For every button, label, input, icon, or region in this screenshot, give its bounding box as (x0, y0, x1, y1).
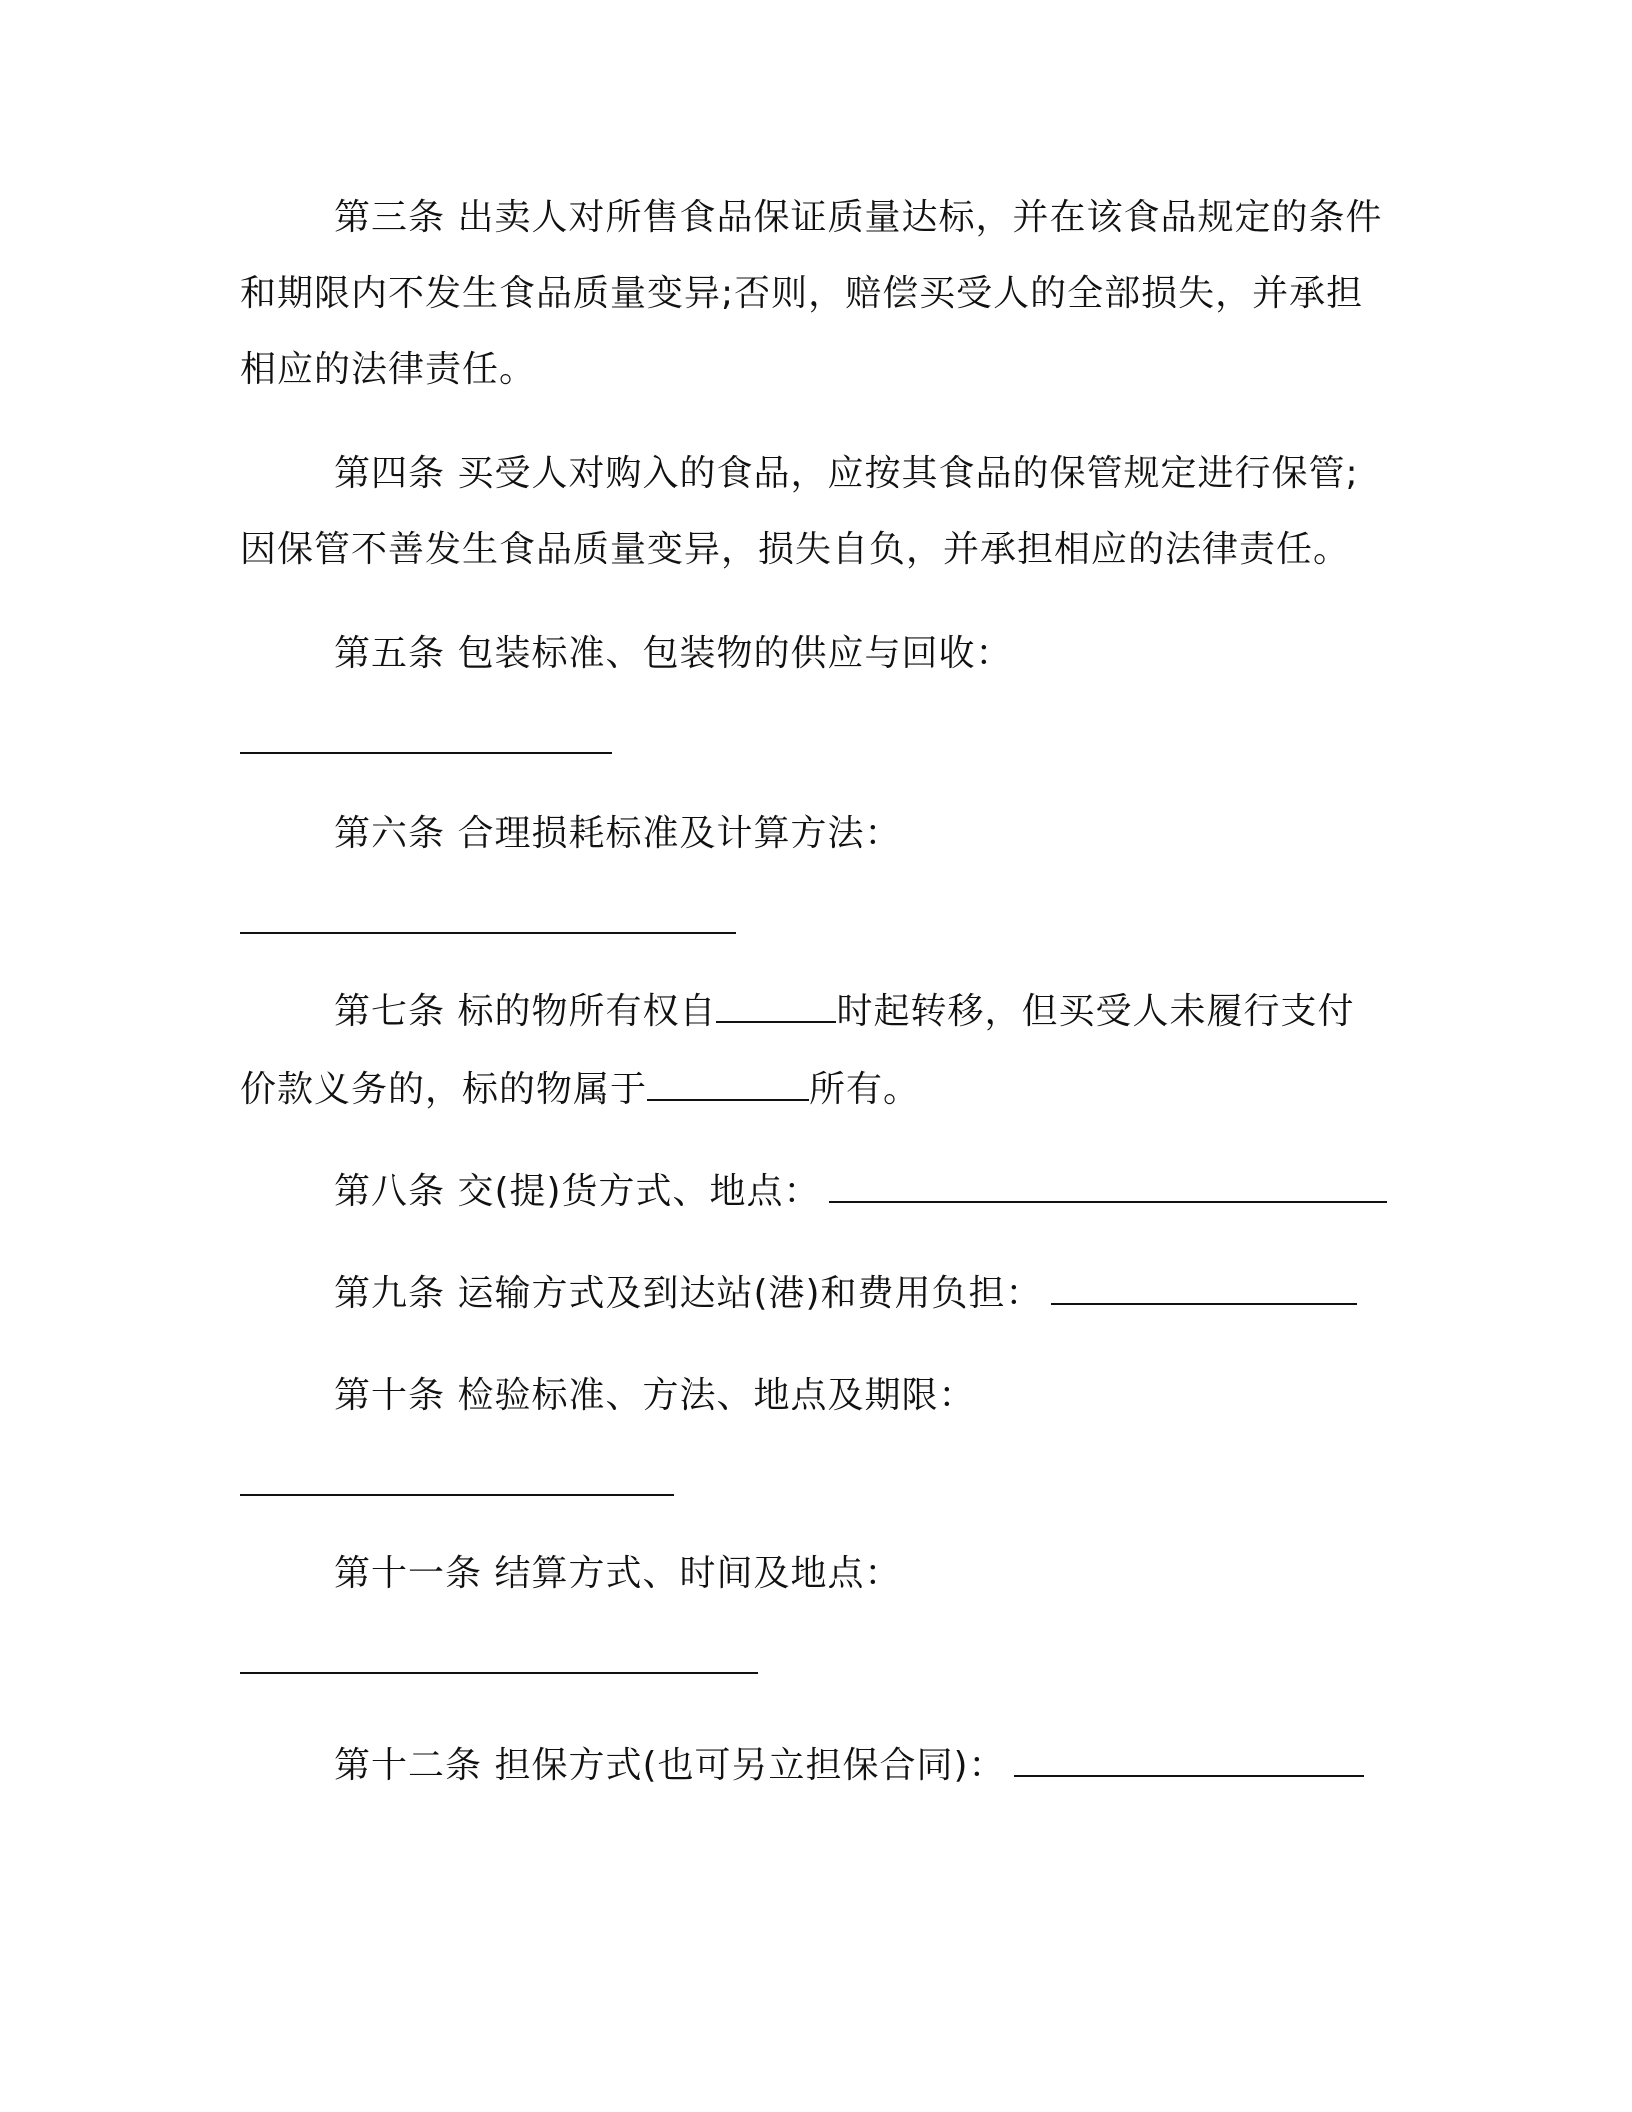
article-8-line-1 (334, 1170, 1387, 1214)
article-7-line-2-pre: 价款义务的，标的物属于 (240, 1069, 648, 1110)
article-7-line-1-pre: 第七条 标的物所有权自 (334, 991, 717, 1032)
article-7-line-2-post: 所有。 (809, 1069, 921, 1110)
article-9-text: 第九条 运输方式及到达站(港)和费用负担： (334, 1273, 1043, 1314)
article-6-blank (240, 932, 736, 934)
article-7-line-1 (334, 990, 1354, 1034)
article-7-blank-1 (716, 991, 836, 1023)
article-11-blank (240, 1672, 758, 1674)
article-5-blank (240, 752, 612, 754)
article-4-line-1: 第四条 买受人对购入的食品，应按其食品的保管规定进行保管; (334, 453, 1359, 494)
article-9-line-1 (334, 1272, 1357, 1316)
article-7-line-2 (240, 1068, 920, 1112)
article-8-blank (829, 1171, 1387, 1203)
article-10-blank (240, 1494, 674, 1496)
article-3-line-3: 相应的法律责任。 (240, 349, 537, 390)
article-4-line-2: 因保管不善发生食品质量变异，损失自负，并承担相应的法律责任。 (240, 529, 1351, 570)
article-7-line-1-post: 时起转移，但买受人未履行支付 (836, 991, 1355, 1032)
article-9-blank (1051, 1273, 1357, 1305)
article-5-line-1: 第五条 包装标准、包装物的供应与回收： (334, 633, 1013, 674)
article-11-line-1: 第十一条 结算方式、时间及地点： (334, 1553, 902, 1594)
article-12-text: 第十二条 担保方式(也可另立担保合同)： (334, 1745, 1006, 1786)
article-10-line-1: 第十条 检验标准、方法、地点及期限： (334, 1375, 976, 1416)
article-6-line-1: 第六条 合理损耗标准及计算方法： (334, 813, 902, 854)
article-12-blank (1014, 1745, 1364, 1777)
article-3-line-2: 和期限内不发生食品质量变异;否则，赔偿买受人的全部损失，并承担 (240, 273, 1364, 314)
article-7-blank-2 (647, 1069, 809, 1101)
article-8-text: 第八条 交(提)货方式、地点： (334, 1171, 821, 1212)
article-3-line-1: 第三条 出卖人对所售食品保证质量达标，并在该食品规定的条件 (334, 197, 1383, 238)
article-12-line-1 (334, 1744, 1364, 1788)
